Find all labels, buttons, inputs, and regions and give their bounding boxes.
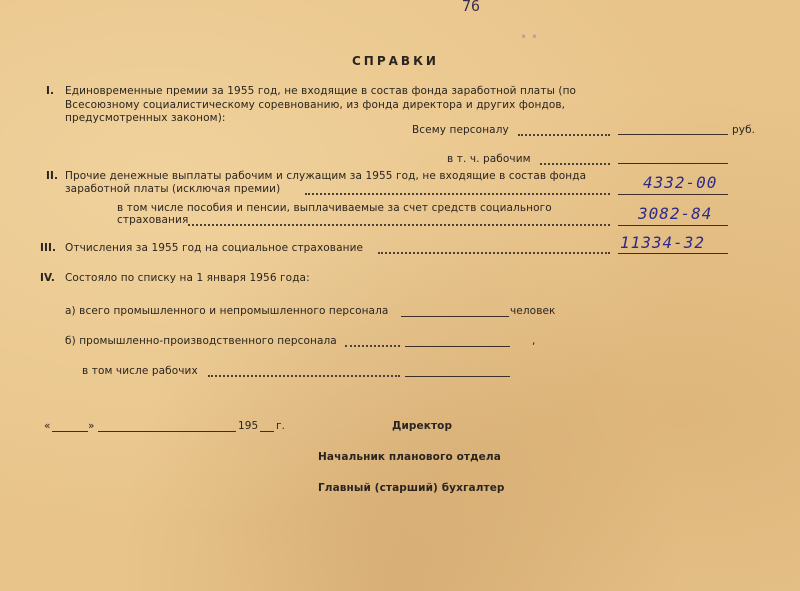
- section-4c-label: в том числе рабочих: [82, 365, 198, 377]
- section-2-handwritten-value: 4332-00: [643, 173, 718, 192]
- section-2-numeral: II.: [46, 170, 59, 182]
- section-2-sub-line-2: страхования: [117, 214, 189, 226]
- date-year-suffix: г.: [276, 420, 286, 432]
- date-day-line: [52, 431, 88, 432]
- section-1-line-1: Единовременные премии за 1955 год, не входящие в состав фонда заработной платы (по: [65, 85, 577, 97]
- section-1-numeral: I.: [46, 85, 55, 97]
- section-2-sub-value-line: [618, 225, 728, 226]
- section-4-numeral: IV.: [40, 272, 55, 284]
- section-1-line-3: предусмотренных законом):: [65, 112, 226, 124]
- section-4-label: Состояло по списку на 1 января 1956 года:: [65, 272, 310, 284]
- section-3-label: Отчисления за 1955 год на социальное страхование: [65, 242, 364, 254]
- section-4b-unit: ,: [532, 335, 536, 347]
- section-3-handwritten-value: 11334-32: [620, 233, 706, 252]
- date-month-line: [98, 431, 236, 432]
- all-staff-unit: руб.: [732, 124, 756, 136]
- bleed-through-mark: • •: [520, 30, 538, 44]
- page-number: 76: [462, 0, 481, 15]
- chief-accountant-label: Главный (старший) бухгалтер: [318, 482, 505, 494]
- section-4b-label: б) промышленно-производственного персонала: [65, 335, 337, 347]
- workers-leader-dots: [540, 163, 610, 165]
- section-2-sub-leader-dots: [188, 224, 610, 226]
- all-staff-leader-dots: [518, 134, 610, 136]
- director-label: Директор: [392, 420, 453, 432]
- section-4b-value-line: [405, 346, 510, 347]
- section-2-line-1: Прочие денежные выплаты рабочим и служащим за 1955 год, не входящие в состав фонда: [65, 170, 587, 182]
- date-quote-close: »: [88, 420, 95, 432]
- workers-label: в т. ч. рабочим: [447, 153, 531, 165]
- section-4c-value-line: [405, 376, 510, 377]
- workers-value-line: [618, 163, 728, 164]
- page-title: СПРАВКИ: [352, 54, 439, 68]
- section-2-sub-line-1: в том числе пособия и пенсии, выплачиваемые за счет средств социального: [117, 202, 552, 214]
- section-4c-leader-dots: [208, 375, 400, 377]
- section-3-numeral: III.: [40, 242, 57, 254]
- section-4b-leader-dots: [345, 345, 400, 347]
- section-2-value-line: [618, 194, 728, 195]
- section-1-line-2: Всесоюзному социалистическому соревнованию, из фонда директора и других фондов,: [65, 99, 566, 111]
- planning-head-label: Начальник планового отдела: [318, 451, 501, 463]
- section-3-value-line: [618, 253, 728, 254]
- all-staff-label: Всему персоналу: [412, 124, 509, 136]
- all-staff-value-line: [618, 134, 728, 135]
- date-quote-open: «: [44, 420, 51, 432]
- section-2-leader-dots: [305, 193, 610, 195]
- section-4a-label: а) всего промышленного и непромышленного персонала: [65, 305, 389, 317]
- date-year-prefix: 195: [238, 420, 259, 432]
- section-2-line-2: заработной платы (исключая премии): [65, 183, 281, 195]
- date-year-line: [260, 431, 274, 432]
- section-4a-unit: человек: [510, 305, 556, 317]
- section-4a-value-line: [401, 316, 509, 317]
- section-2-sub-handwritten-value: 3082-84: [638, 204, 713, 223]
- section-3-leader-dots: [378, 252, 610, 254]
